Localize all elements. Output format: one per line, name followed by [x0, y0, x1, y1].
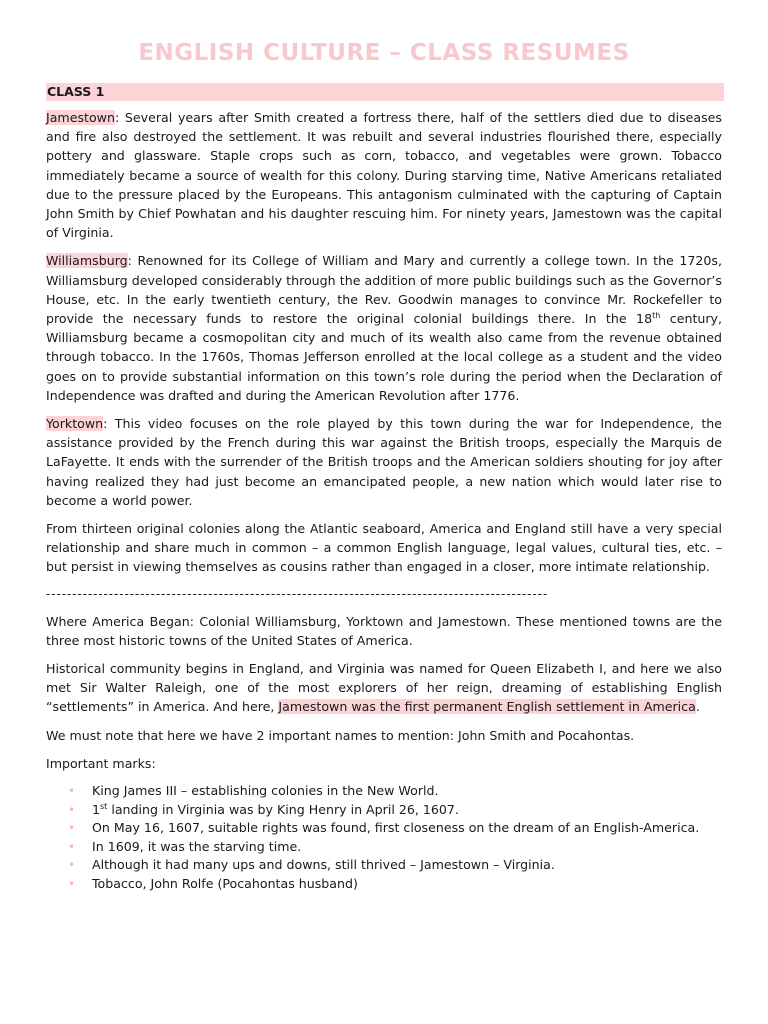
page-title: ENGLISH CULTURE – CLASS RESUMES: [138, 40, 630, 66]
bullet-icon: •: [68, 839, 76, 854]
class-heading: CLASS 1: [46, 83, 724, 101]
historical-text: Historical community begins in England, and Virginia was named for Queen Elizabeth I, and here we also met Sir Walter Raleigh, one of the most explorers of her reign, dreaming of establishing English “settlements” in America. And here,: [46, 661, 722, 715]
jamestown-text: : Several years after Smith created a fortress there, half of the settlers died due to diseases and fire also destroyed the settlement. It was rebuilt and several industries flourished there, especially pottery and glassware. Staple crops such as corn, tobacco, and vegetables were grown. Tobacco immediately became a source of wealth for this colony. During starving time, Native Americans retaliated due to the pressure placed by the Europeans. This antagonism culminated with the capturing of Captain John Smith by Chief Powhatan and his daughter rescuing him. For ninety years, Jamestown was the capital of Virginia.: [46, 110, 722, 241]
important-marks-list: [46, 782, 722, 894]
list-item: • Although it had many ups and downs, still thrived – Jamestown – Virginia.: [68, 856, 722, 875]
williamsburg-text-2: century, Williamsburg became a cosmopolitan city and much of its wealth also came from the revenue obtained through tobacco. In the 1760s, Thomas Jefferson enrolled at the local college as a student and the video goes on to provide substantial information on this town’s role during the period when the Declaration of Independence was drafted and during the American Revolution after 1776.: [46, 311, 722, 403]
yorktown-text: : This video focuses on the role played by this town during the war for Independence, the assistance provided by the French during this war against the British troops, especially the Marquis de LaFayette. It ends with the surrender of the British troops and the American soldiers shouting for joy after having realized they had just become an emancipated people, a new nation which would later rise to become a world power.: [46, 416, 722, 508]
list-item: • King James III – establishing colonies in the New World.: [68, 782, 722, 801]
jamestown-paragraph: [46, 108, 722, 242]
yorktown-paragraph: [46, 414, 722, 510]
bullet-icon: •: [68, 877, 76, 892]
historical-paragraph: [46, 659, 722, 717]
list-item: • On May 16, 1607, suitable rights was found, first closeness on the dream of an English-America.: [68, 819, 722, 838]
separator-line: ------------------------------------------------------------------------------------------------: [46, 586, 549, 601]
historical-end: .: [695, 699, 700, 715]
colonies-paragraph: From thirteen original colonies along the Atlantic seaboard, America and England still have a very special relationship and share much in common – a common English language, legal values, cultural ties, etc. – but persist in viewing themselves as cousins rather than engaged in a closer, more intimate relationship.: [46, 521, 722, 575]
list-item: • 1st landing in Virginia was by King Henry in April 26, 1607.: [68, 801, 722, 820]
bullet-icon: •: [68, 784, 76, 799]
list-item: • In 1609, it was the starving time.: [68, 838, 722, 857]
historical-highlight: Jamestown was the first permanent English settlement in America: [278, 699, 696, 715]
where-began-paragraph: Where America Began: Colonial Williamsburg, Yorktown and Jamestown. These mentioned towns are the three most historic towns of the United States of America.: [46, 613, 722, 648]
jamestown-term: Jamestown: [46, 110, 115, 125]
important-marks-heading: Important marks:: [46, 755, 156, 771]
williamsburg-ordinal: th: [652, 310, 661, 320]
yorktown-term: Yorktown: [46, 416, 104, 432]
williamsburg-paragraph: [46, 251, 722, 405]
williamsburg-text-1: : Renowned for its College of William and Mary and currently a college town. In the 1720s, Williamsburg developed considerably through the addition of more public buildings such as the Governor’s House, etc. In the early twentieth century, the Rev. Goodwin manages to convince Mr. Rockefeller to provide the necessary funds to restore the original colonial buildings there. In the 18: [46, 253, 722, 327]
list-item: • Tobacco, John Rolfe (Pocahontas husband): [68, 875, 722, 894]
bullet-icon: •: [68, 821, 76, 836]
williamsburg-term: Williamsburg: [46, 253, 128, 269]
document-body: [46, 108, 722, 894]
names-note-paragraph: We must note that here we have 2 important names to mention: John Smith and Pocahontas.: [46, 727, 635, 743]
bullet-icon: •: [68, 858, 76, 873]
bullet-icon: •: [68, 802, 76, 817]
